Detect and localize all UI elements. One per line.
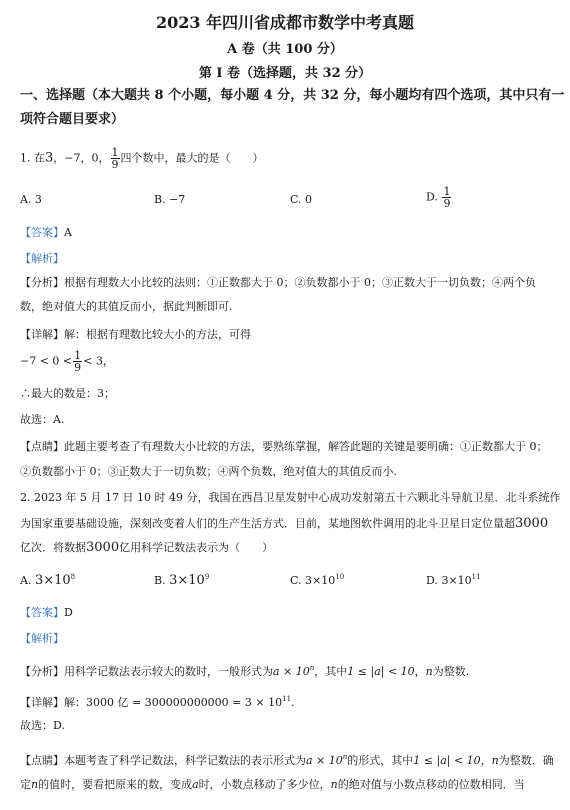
q2-option-a <box>20 573 75 588</box>
q2-last-a2: a <box>192 778 199 791</box>
q2-last-d: 的绝对值与小数点移动的位数相同．当 <box>337 778 525 791</box>
q2-option-a-label: A. <box>20 574 32 587</box>
q1-fenxi-line2: 数，绝对值大的其值反而小，据此判断即可. <box>20 300 233 313</box>
q2-option-b-label: B. <box>154 574 166 587</box>
q1-ineq-den: 9 <box>74 361 82 374</box>
question-1-stem <box>20 147 264 170</box>
q1-num-0: 0 <box>91 151 99 165</box>
q1-num-neg7: −7 <box>64 151 81 165</box>
q2-dianjing-line1 <box>20 750 554 768</box>
q2-xiangjie <box>20 692 295 710</box>
q2-option-c-base: 3×10 <box>305 574 336 587</box>
q1-fraction <box>111 147 120 170</box>
q1-suffix: 四个数中，最大的是（ ） <box>120 151 264 165</box>
q2-dianjing-a: 本题考查了科学记数法，科学记数法的表示形式为 <box>64 754 306 767</box>
q1-option-d-label: D. <box>426 190 438 204</box>
q2-option-d <box>426 573 481 587</box>
q2-xiangjie-end: . <box>291 696 295 709</box>
q1-dianjing-line1 <box>20 440 548 454</box>
page-title: 2023 年四川省成都市数学中考真题 <box>155 13 415 32</box>
q2-fenxi-n: n <box>425 665 433 678</box>
q2-line3-c: 亿用科学记数法表示为（ ） <box>119 541 274 554</box>
q2-option-d-exp: 11 <box>471 573 481 581</box>
q1-prefix: 1. 在 <box>20 151 45 165</box>
q1-answer-value: A <box>64 226 72 239</box>
q2-option-b-base: 3×10 <box>169 573 205 588</box>
xiangjie-tag: 【详解】 <box>20 328 64 341</box>
q2-last-a: 定 <box>20 778 31 791</box>
q2-dianjing-c: ， <box>480 754 492 767</box>
q1-num-3: 3 <box>45 150 54 166</box>
question-2-line2 <box>20 517 548 531</box>
q2-line3-a: 亿次．将数据 <box>20 541 86 554</box>
q1-option-d-den: 9 <box>443 197 451 210</box>
q1-ineq-left: −7 < 0 < <box>20 354 73 368</box>
q2-dianjing-line2 <box>20 778 525 792</box>
q1-ineq-right: < 3， <box>83 354 114 368</box>
q1-xiangjie-text: 解：根据有理数比较大小的方法，可得 <box>64 328 251 341</box>
q2-option-c-label: C. <box>290 574 302 587</box>
q1-ineq-fraction <box>73 350 82 373</box>
q2-last-b: 的值时，要看把原来的数，变成 <box>38 778 193 791</box>
fenxi-tag: 【分析】 <box>20 276 64 289</box>
q2-dianjing-form: a × 10 <box>306 754 343 767</box>
q1-ineq-num: 1 <box>74 349 82 362</box>
q2-dianjing-exp: n <box>342 753 348 761</box>
q1-sep: ， <box>98 151 110 165</box>
q1-conclusion: ∴最大的数是：3； <box>20 387 115 400</box>
q2-xiangjie-a: 解： <box>64 696 86 709</box>
q2-dianjing-cond: 1 ≤ |a| < 10 <box>413 754 481 767</box>
q1-option-a: A. 3 <box>20 193 42 206</box>
q2-xiangjie-eq: 3000 亿 = 300000000000 = 3 × 10 <box>86 696 283 709</box>
q2-fenxi <box>20 661 469 679</box>
q1-frac-den: 9 <box>111 158 119 171</box>
fenxi-tag: 【分析】 <box>20 665 64 678</box>
answer-tag: 【答案】 <box>20 226 64 239</box>
dianjing-tag: 【点睛】 <box>20 754 64 767</box>
q2-fenxi-form: a × 10 <box>273 665 310 678</box>
q1-option-d-fraction <box>442 186 451 209</box>
q1-option-d-num: 1 <box>443 185 451 198</box>
q1-fenxi-line1 <box>20 276 536 290</box>
q2-fenxi-cond: 1 ≤ |a| < 10 <box>347 665 415 678</box>
q2-last-n2: n <box>330 778 338 791</box>
xiangjie-tag: 【详解】 <box>20 696 64 709</box>
q1-option-c: C. 0 <box>290 193 313 206</box>
paper-label: A 卷（共 100 分） <box>227 42 343 57</box>
question-2-line1: 2. 2023 年 5 月 17 日 10 时 49 分，我国在西昌卫星发射中心成功发射第五十六颗北斗导航卫星．北斗系统作 <box>20 491 561 504</box>
q1-sep: ， <box>53 151 65 165</box>
q1-jiexi-tag: 【解析】 <box>20 252 64 265</box>
section-heading-line1: 一、选择题（本大题共 8 个小题，每小题 4 分，共 32 分，每小题均有四个选项，其中只有一 <box>20 88 565 103</box>
q2-number-3000: 3000 <box>86 540 120 555</box>
q2-jiexi-tag: 【解析】 <box>20 632 64 645</box>
q2-answer <box>20 604 73 620</box>
q2-option-b <box>154 573 209 588</box>
q2-option-a-base: 3×10 <box>34 573 71 588</box>
q2-answer-value: D <box>64 606 73 619</box>
q2-option-c-exp: 10 <box>335 573 345 581</box>
q1-frac-num: 1 <box>111 146 119 159</box>
q2-option-d-label: D. <box>426 574 438 587</box>
q2-dianjing-n: n <box>491 754 499 767</box>
q1-fenxi-text1: 根据有理数大小比较的法则：①正数都大于 0；②负数都小于 0；③正数大于一切负数；④两个负 <box>64 276 536 289</box>
q1-xiangjie <box>20 328 251 342</box>
q2-option-a-exp: 8 <box>70 573 76 581</box>
q1-dianjing-text1: 此题主要考查了有理数大小比较的方法，要熟练掌握，解答此题的关键是要明确：①正数都大于 0； <box>64 440 548 453</box>
q1-option-d <box>426 186 452 209</box>
q2-line2-text: 为国家重要基础设施，深刻改变着人们的生产生活方式．目前，某地图软件调用的北斗卫星日定位量超 <box>20 517 515 530</box>
q1-dianjing-line2: ②负数都小于 0；③正数大于一切负数；④两个负数，绝对值大的其值反而小. <box>20 465 397 478</box>
q2-fenxi-a: 用科学记数法表示较大的数时，一般形式为 <box>64 665 273 678</box>
answer-tag: 【答案】 <box>20 606 64 619</box>
q2-fenxi-b: ，其中 <box>314 665 348 678</box>
q1-choose: 故选：A. <box>20 413 65 426</box>
q2-xiangjie-exp: 11 <box>282 695 292 703</box>
q2-dianjing-d: 为整数．确 <box>498 754 554 767</box>
part-label: 第 I 卷（选择题，共 32 分） <box>198 66 372 81</box>
q2-last-c: 时，小数点移动了多少位， <box>198 778 331 791</box>
q1-inequality <box>20 350 114 373</box>
q2-last-n1: n <box>31 778 39 791</box>
q2-option-d-base: 3×10 <box>441 574 472 587</box>
q2-number-3000: 3000 <box>515 516 549 531</box>
question-2-line3 <box>20 541 273 555</box>
q2-choose: 故选：D. <box>20 719 65 732</box>
q1-sep: ， <box>80 151 92 165</box>
dianjing-tag: 【点睛】 <box>20 440 64 453</box>
q2-option-c <box>290 573 344 587</box>
q2-fenxi-d: 为整数. <box>432 665 470 678</box>
q2-fenxi-c: ， <box>414 665 426 678</box>
q2-option-b-exp: 9 <box>204 573 210 581</box>
q1-option-b: B. −7 <box>154 193 186 206</box>
q2-dianjing-b: 的形式，其中 <box>347 754 414 767</box>
section-heading-line2: 项符合题目要求） <box>20 112 125 127</box>
q2-fenxi-exp: n <box>309 664 315 672</box>
q1-answer <box>20 224 72 240</box>
